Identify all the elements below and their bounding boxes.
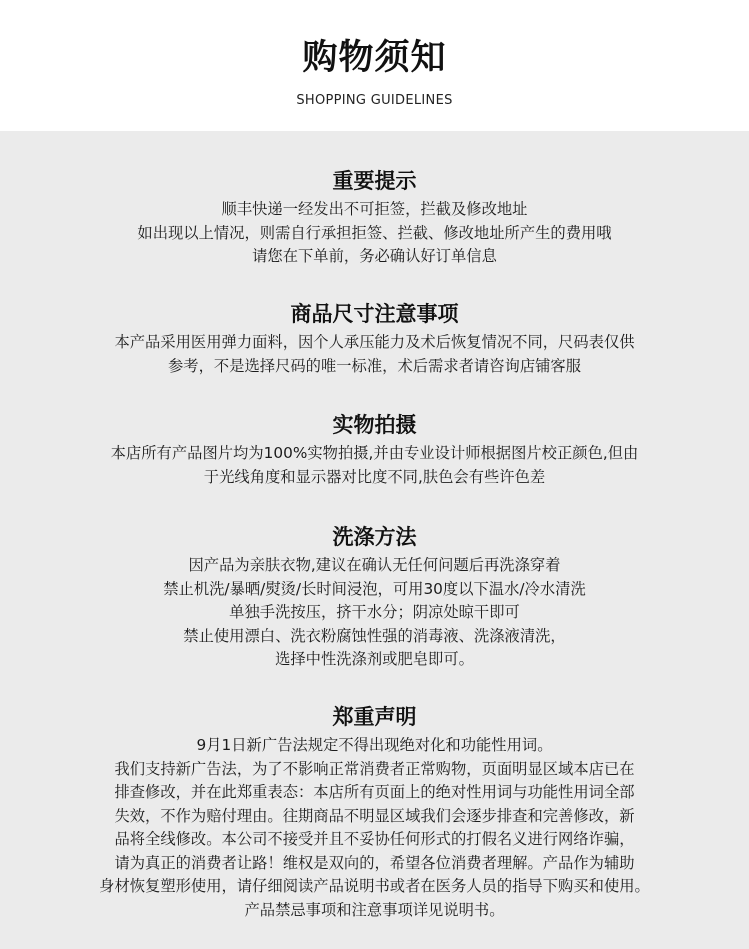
section-text-line: 如出现以上情况，则需自行承担拒签、拦截、修改地址所产生的费用哦	[137, 223, 612, 242]
section-text-line: 排查修改，并在此郑重表态：本店所有页面上的绝对性用词与功能性用词全部	[114, 783, 635, 801]
section-size-notes	[0, 299, 749, 378]
section-real-photos	[0, 410, 749, 489]
section-solemn-declaration	[0, 702, 749, 922]
section-important-notice	[0, 166, 749, 269]
section-text-line: 身材恢复塑形使用，请仔细阅读产品说明书或者在医务人员的指导下购买和使用。	[99, 877, 650, 895]
section-text-line: 于光线角度和显示器对比度不同,肤色会有些许色差	[203, 467, 546, 486]
section-text-line: 产品禁忌事项和注意事项详见说明书。	[244, 900, 505, 919]
section-text-line: 选择中性洗涤剂或肥皂即可。	[275, 650, 474, 668]
section-text-line: 本店所有产品图片均为100%实物拍摄,并由专业设计师根据图片校正颜色,但由	[110, 444, 639, 462]
section-title: 商品尺寸注意事项	[290, 302, 459, 326]
page-subtitle: SHOPPING GUIDELINES	[296, 93, 453, 108]
section-text-line: 顺丰快递一经发出不可拒签，拦截及修改地址	[221, 200, 528, 218]
section-text-line: 本产品采用医用弹力面料，因个人承压能力及术后恢复情况不同，尺码表仅供	[114, 333, 635, 351]
section-title: 重要提示	[332, 169, 417, 193]
section-text-line: 9月1日新广告法规定不得出现绝对化和功能性用词。	[196, 736, 553, 754]
section-text-line: 因产品为亲肤衣物,建议在确认无任何问题后再洗涤穿着	[188, 556, 561, 574]
section-title: 郑重声明	[332, 705, 417, 729]
section-text-line: 单独手洗按压，挤干水分；阴凉处晾干即可	[229, 603, 520, 621]
section-text-line: 我们支持新广告法，为了不影响正常消费者正常购物，页面明显区域本店已在	[114, 759, 635, 778]
section-washing-method	[0, 522, 749, 672]
page-title: 购物须知	[302, 38, 447, 78]
section-text-line: 品将全线修改。本公司不接受并且不妥协任何形式的打假名义进行网络诈骗，	[114, 830, 635, 848]
section-text-line: 参考，不是选择尺码的唯一标准，术后需求者请咨询店铺客服	[167, 356, 582, 375]
section-text-line: 请您在下单前，务必确认好订单信息	[252, 247, 497, 265]
section-text-line: 禁止使用漂白、洗衣粉腐蚀性强的消毒液、洗涤液清洗，	[183, 626, 566, 645]
section-text-line: 请为真正的消费者让路！维权是双向的，希望各位消费者理解。产品作为辅助	[114, 853, 635, 872]
section-title: 实物拍摄	[332, 413, 417, 437]
section-text-line: 禁止机洗/暴晒/熨烫/长时间浸泡，可用30度以下温水/冷水清洗	[163, 579, 586, 598]
section-title: 洗涤方法	[332, 525, 417, 549]
section-text-line: 失效，不作为赔付理由。往期商品不明显区域我们会逐步排查和完善修改，新	[114, 806, 635, 825]
